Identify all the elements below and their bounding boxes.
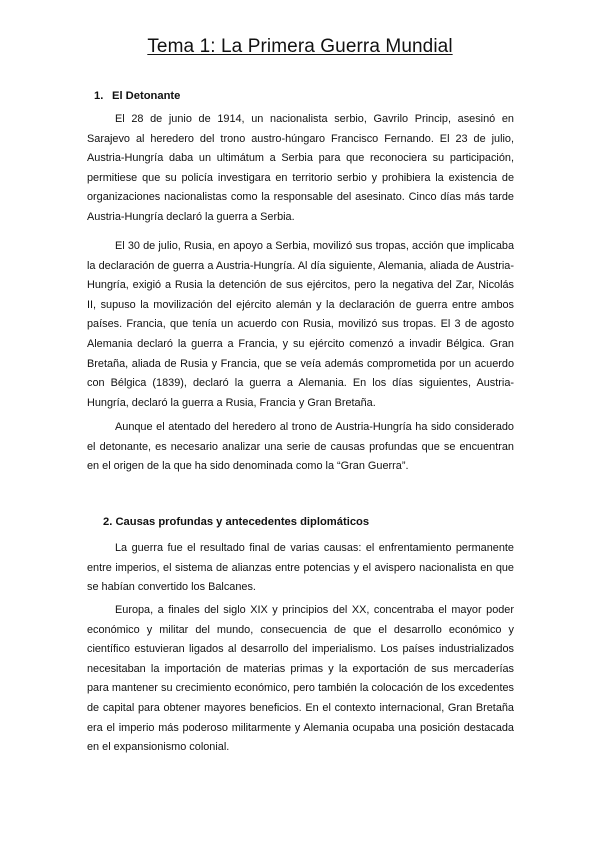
section-1-paragraph-1: El 28 de junio de 1914, un nacionalista serbio, Gavrilo Princip, asesinó en Sarajevo al heredero del trono austro-húngaro Francisco Fernando. El 23 de julio, Austria-Hungría daba un ultimátum a Serbia para que reconociera su participación, permitiese que su policía investigara en territorio serbio y prohibiera la existencia de organizaciones nacionalistas como la responsable del asesinato. Cinco días más tarde Austria-Hungría declaró la guerra a Serbia.: [87, 113, 514, 223]
section-2-paragraph-2: Europa, a finales del siglo XIX y principios del XX, concentraba el mayor poder económico y militar del mundo, consecuencia de que el desarrollo económico y científico estuvieran ligados al desarrollo del imperialismo. Los países industrializados necesitaban la importación de materias primas y la exportación de sus mercaderías para mantener su crecimiento económico, pero también la colocación de los excedentes de capital para obtener mayores beneficios. En el contexto internacional, Gran Bretaña era el imperio más poderoso militarmente y Alemania ocupaba una posición destacada en el expansionismo colonial.: [87, 604, 514, 754]
section-1-number: 1.: [94, 90, 104, 102]
section-2-paragraph-1: La guerra fue el resultado final de varias causas: el enfrentamiento permanente entre imperios, el sistema de alianzas entre potencias y el avispero nacionalista en que se habían convertido los Balcanes.: [87, 542, 514, 594]
section-1-heading: [94, 90, 180, 102]
page-title: Tema 1: La Primera Guerra Mundial: [147, 36, 453, 57]
section-1-paragraph-2: El 30 de julio, Rusia, en apoyo a Serbia, movilizó sus tropas, acción que implicaba la declaración de guerra a Austria-Hungría. Al día siguiente, Alemania, aliada de Austria-Hungría, exigió a Rusia la detención de sus ejércitos, pero la negativa del Zar, Nicolás II, supuso la movilización del ejército alemán y la declaración de guerra entre ambos países. Francia, que tenía un acuerdo con Rusia, movilizó sus tropas. El 3 de agosto Alemania declaró la guerra a Francia, y su ejército comenzó a invadir Bélgica. Gran Bretaña, aliada de Rusia y Francia, que se veía además comprometida por un acuerdo con Bélgica (1839), declaró la guerra a Alemania. En los días siguientes, Austria-Hungría, declaró la guerra a Rusia, Francia y Gran Bretaña.: [87, 240, 514, 409]
section-1-heading-text: El Detonante: [112, 90, 181, 102]
section-1-paragraph-3: Aunque el atentado del heredero al trono de Austria-Hungría ha sido considerado el detonante, es necesario analizar una serie de causas profundas que se encuentran en el origen de la que ha sido denominada como la “Gran Guerra”.: [87, 421, 514, 473]
section-2-heading: 2. Causas profundas y antecedentes diplomáticos: [103, 516, 370, 528]
